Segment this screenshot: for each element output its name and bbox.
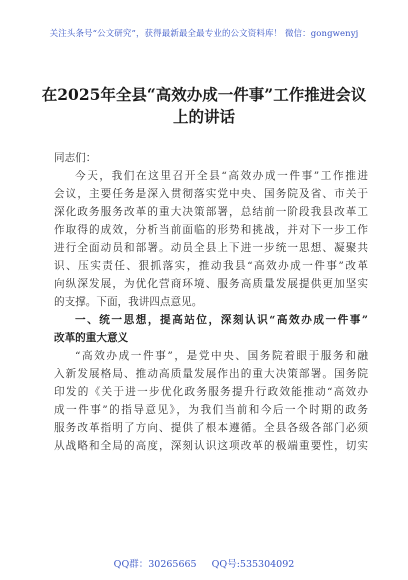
section-heading: 一、统一思想，提高站位，深刻认识“高效办成一件事”	[75, 314, 368, 326]
paragraph-line: 进行全面动员和部署。动员全县上下进一步统一思想、凝聚共	[54, 242, 368, 254]
paragraph-line: 的支撑。下面，我讲四点意见。	[54, 296, 203, 308]
paragraph-line: 作取得的成效，分析当前面临的形势和挑战，并对下一步工作	[54, 224, 368, 236]
section-heading-continued: 改革的重大意义	[54, 332, 129, 344]
paragraph-line: 深化政务服务改革的重大决策部署，总结前一阶段我县改革工	[54, 206, 368, 218]
document-title: 在2025年全县“高效办成一件事”工作推进会议	[41, 85, 367, 104]
paragraph-line: “高效办成一件事”，是党中央、国务院着眼于服务和融	[75, 350, 368, 362]
paragraph-line: 成一件事”的指导意见》，为我们当前和今后一个时期的政务	[54, 404, 368, 416]
qq-number-text: QQ号:535304092	[211, 559, 295, 570]
footer-contact	[0, 556, 408, 570]
paragraph-line: 印发的《关于进一步优化政务服务提升行政效能推动“高效办	[54, 386, 368, 398]
paragraph-line: 入新发展格局、推动高质量发展作出的重大决策部署。国务院	[54, 368, 368, 380]
paragraph-line: 服务改革指明了方向、提供了根本遵循。全县各级各部门必须	[54, 422, 368, 434]
document-title-continued: 上的讲话	[172, 107, 235, 126]
qq-group-text: QQ群：30265665	[113, 559, 197, 570]
paragraph-line: 识、压实责任、狠抓落实，推动我县“高效办成一件事”改革	[54, 260, 368, 272]
paragraph-line: 从战略和全局的高度，深刻认识这项改革的极端重要性，切实	[54, 440, 368, 452]
paragraph-line: 今天，我们在这里召开全县“高效办成一件事”工作推进	[75, 170, 368, 182]
salutation: 同志们：	[54, 152, 97, 164]
paragraph-line: 会议，主要任务是深入贯彻落实党中央、国务院及省、市关于	[54, 188, 368, 200]
paragraph-line: 向纵深发展，为优化营商环境、服务高质量发展提供更加坚实	[54, 278, 368, 290]
header-banner: 关注头条号“公文研究”，获得最新最全最专业的公文资料库！ 微信：gongwenyj	[49, 29, 359, 39]
